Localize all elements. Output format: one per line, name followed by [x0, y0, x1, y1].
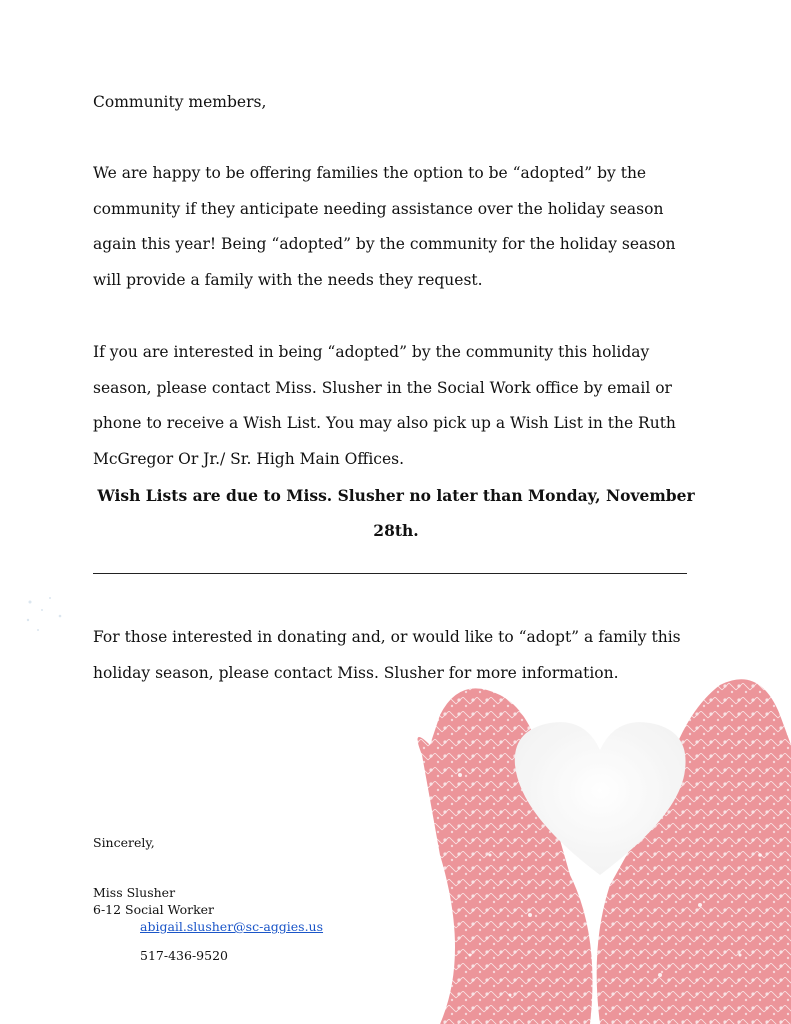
- paragraph-how-to-apply: If you are interested in being “adopted” by the community this holiday season, please contact Miss. Slusher in the Social Work office by email or phone to receive a Wish List. You may also pick up a Wish List in the Ruth McGregor Or Jr./ Sr. High Main Offices.: [93, 343, 676, 469]
- mittens-heart-image: [400, 655, 791, 1024]
- signer-role: 6-12 Social Worker: [93, 902, 215, 917]
- greeting: Community members,: [93, 93, 267, 111]
- deadline-notice: Wish Lists are due to Miss. Slusher no later than Monday, November 28th.: [97, 486, 695, 540]
- divider-line: [93, 573, 687, 574]
- paragraph-adoption-offer: We are happy to be offering families the option to be “adopted” by the community if they anticipate needing assistance over the holiday season again this year! Being “adopted” by the community for the holiday season will provide a family with the needs they request.: [93, 164, 676, 290]
- email-link[interactable]: abigail.slusher@sc-aggies.us: [140, 919, 324, 934]
- snow-dots-decoration: [20, 590, 80, 640]
- phone-number: 517-436-9520: [140, 948, 228, 963]
- signer-name: Miss Slusher: [93, 885, 176, 900]
- paragraph-donors: For those interested in donating and, or would like to “adopt” a family this holiday season, please contact Miss. Slusher for more information.: [93, 628, 681, 682]
- closing: Sincerely,: [93, 835, 155, 850]
